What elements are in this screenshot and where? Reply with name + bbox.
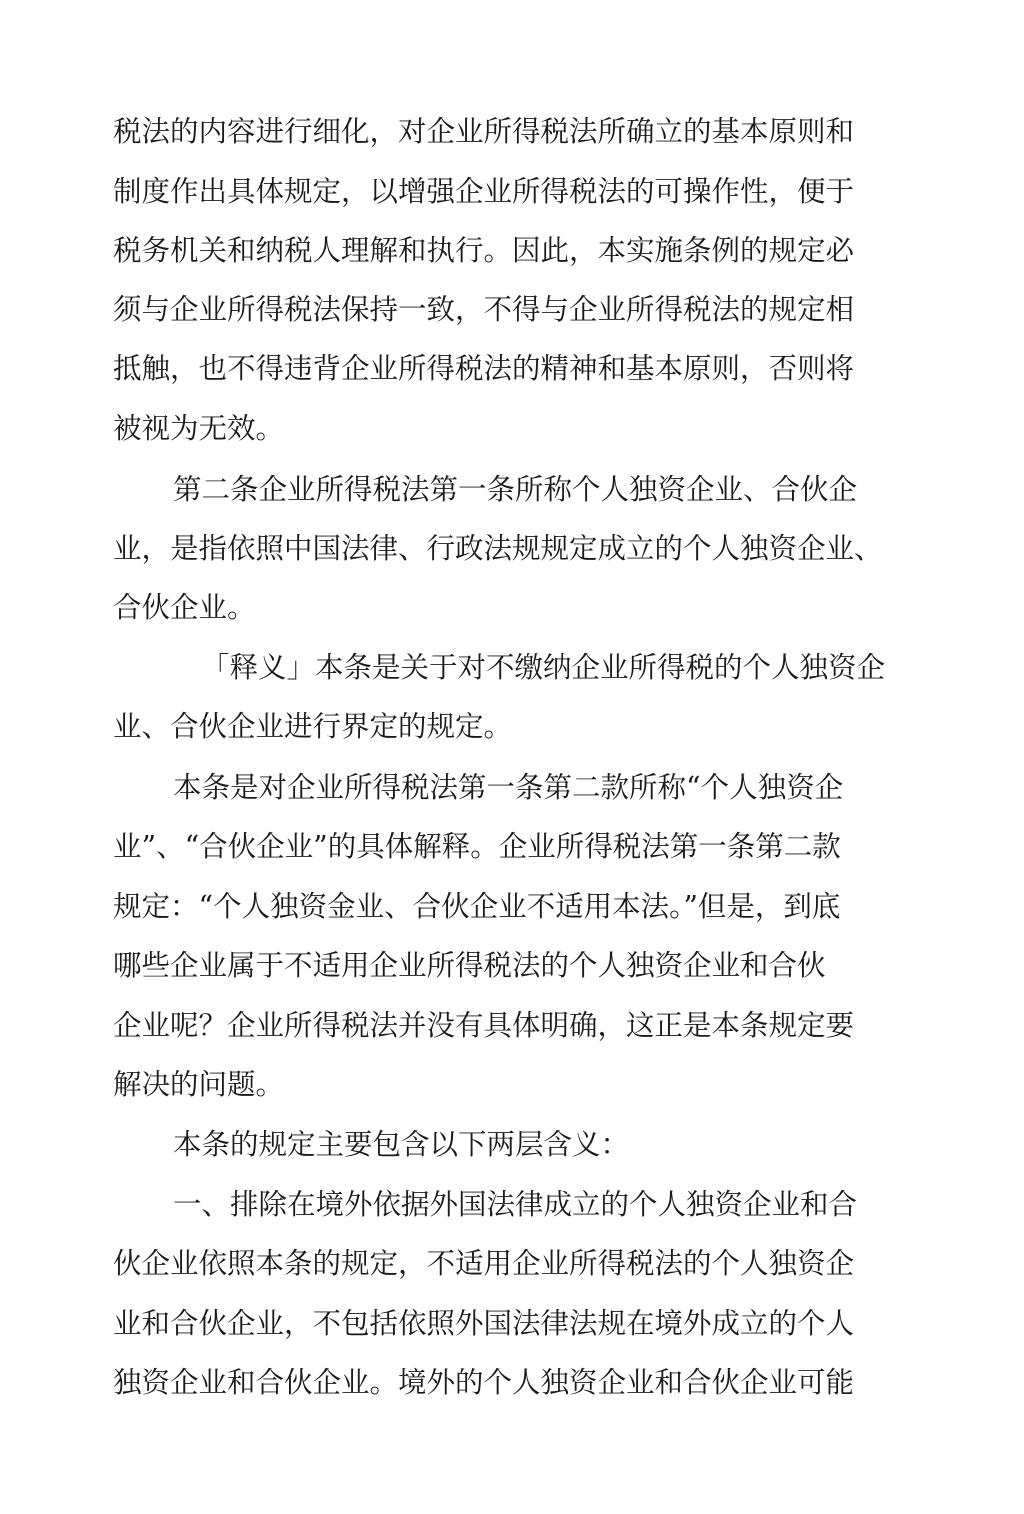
- text-line: 独资企业和合伙企业。境外的个人独资企业和合伙企业可能: [113, 1366, 855, 1399]
- paragraph-first-line: 本条是对企业所得税法第一条第二款所称“个人独资企: [173, 771, 844, 804]
- text-line: 业”、“合伙企业”的具体解释。企业所得税法第一条第二款: [113, 830, 841, 863]
- text-line: 税务机关和纳税人理解和执行。因此，本实施条例的规定必: [113, 234, 855, 267]
- paragraph-first-line: 「释义」本条是关于对不缴纳企业所得税的个人独资企: [201, 651, 886, 684]
- paragraph-first-line: 一、排除在境外依据外国法律成立的个人独资企业和合: [173, 1188, 858, 1221]
- text-line: 业、合伙企业进行界定的规定。: [113, 710, 513, 743]
- text-line: 抵触，也不得违背企业所得税法的精神和基本原则，否则将: [113, 352, 855, 385]
- text-line: 税法的内容进行细化，对企业所得税法所确立的基本原则和: [113, 115, 855, 148]
- text-line: 业和合伙企业，不包括依照外国法律法规在境外成立的个人: [113, 1307, 855, 1340]
- text-line: 解决的问题。: [113, 1068, 285, 1101]
- text-line: 制度作出具体规定，以增强企业所得税法的可操作性，便于: [113, 175, 855, 208]
- text-line: 规定：“个人独资金业、合伙企业不适用本法。”但是，到底: [113, 890, 841, 923]
- text-line: 伙企业依照本条的规定，不适用企业所得税法的个人独资企: [113, 1247, 855, 1280]
- paragraph-first-line: 第二条企业所得税法第一条所称个人独资企业、合伙企: [173, 473, 858, 506]
- text-line: 须与企业所得税法保持一致，不得与企业所得税法的规定相: [113, 293, 855, 326]
- paragraph-first-line: 本条的规定主要包含以下两层含义：: [173, 1128, 630, 1161]
- text-line: 哪些企业属于不适用企业所得税法的个人独资企业和合伙: [113, 949, 826, 982]
- text-line: 业，是指依照中国法律、行政法规规定成立的个人独资企业、: [113, 532, 883, 565]
- text-line: 企业呢？企业所得税法并没有具体明确，这正是本条规定要: [113, 1009, 855, 1042]
- text-line: 合伙企业。: [113, 591, 256, 624]
- text-line: 被视为无效。: [113, 412, 285, 445]
